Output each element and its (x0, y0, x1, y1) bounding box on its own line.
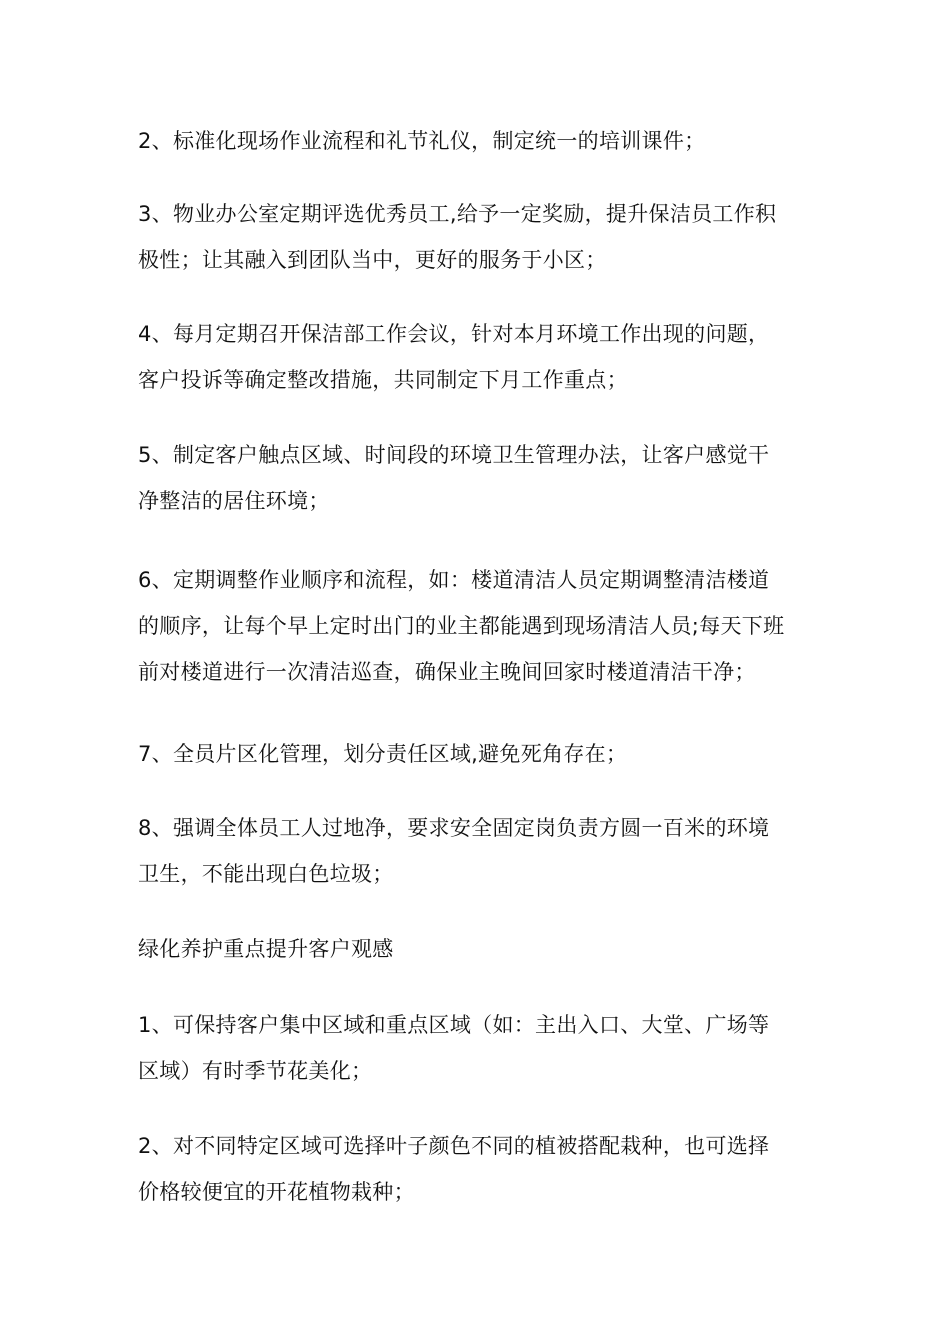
text-line: 客户投诉等确定整改措施，共同制定下月工作重点； (138, 368, 628, 392)
text-line: 极性；让其融入到团队当中，更好的服务于小区； (138, 248, 607, 272)
text-line: 5、制定客户触点区域、时间段的环境卫生管理办法，让客户感觉干 (138, 443, 770, 467)
text-line: 前对楼道进行一次清洁巡查，确保业主晚间回家时楼道清洁干净； (138, 660, 756, 684)
text-line: 绿化养护重点提升客户观感 (138, 937, 394, 961)
paragraph-item-6 (138, 557, 828, 695)
text-line: 7、全员片区化管理，划分责任区域,避免死角存在； (138, 742, 628, 766)
section-heading (138, 926, 828, 972)
text-line: 4、每月定期召开保洁部工作会议，针对本月环境工作出现的问题， (138, 322, 770, 346)
text-line: 的顺序，让每个早上定时出门的业主都能遇到现场清洁人员;每天下班 (138, 614, 785, 638)
paragraph-item-4 (138, 311, 828, 403)
paragraph-item-5 (138, 432, 828, 524)
text-line: 净整洁的居住环境； (138, 489, 330, 513)
text-line: 1、可保持客户集中区域和重点区域（如：主出入口、大堂、广场等 (138, 1013, 770, 1037)
greening-item-2 (138, 1123, 828, 1215)
text-line: 2、标准化现场作业流程和礼节礼仪，制定统一的培训课件； (138, 129, 706, 153)
text-line: 8、强调全体员工人过地净，要求安全固定岗负责方圆一百米的环境 (138, 816, 770, 840)
text-line: 3、物业办公室定期评选优秀员工,给予一定奖励，提升保洁员工作积 (138, 202, 777, 226)
paragraph-item-8 (138, 805, 828, 897)
text-line: 2、对不同特定区域可选择叶子颜色不同的植被搭配栽种，也可选择 (138, 1134, 770, 1158)
text-line: 6、定期调整作业顺序和流程，如：楼道清洁人员定期调整清洁楼道 (138, 568, 770, 592)
text-line: 卫生，不能出现白色垃圾； (138, 862, 394, 886)
greening-item-1 (138, 1002, 828, 1094)
text-line: 价格较便宜的开花植物栽种； (138, 1180, 415, 1204)
paragraph-item-2 (138, 118, 828, 164)
paragraph-item-7 (138, 731, 828, 777)
paragraph-item-3 (138, 191, 828, 283)
text-line: 区域）有时季节花美化； (138, 1059, 373, 1083)
